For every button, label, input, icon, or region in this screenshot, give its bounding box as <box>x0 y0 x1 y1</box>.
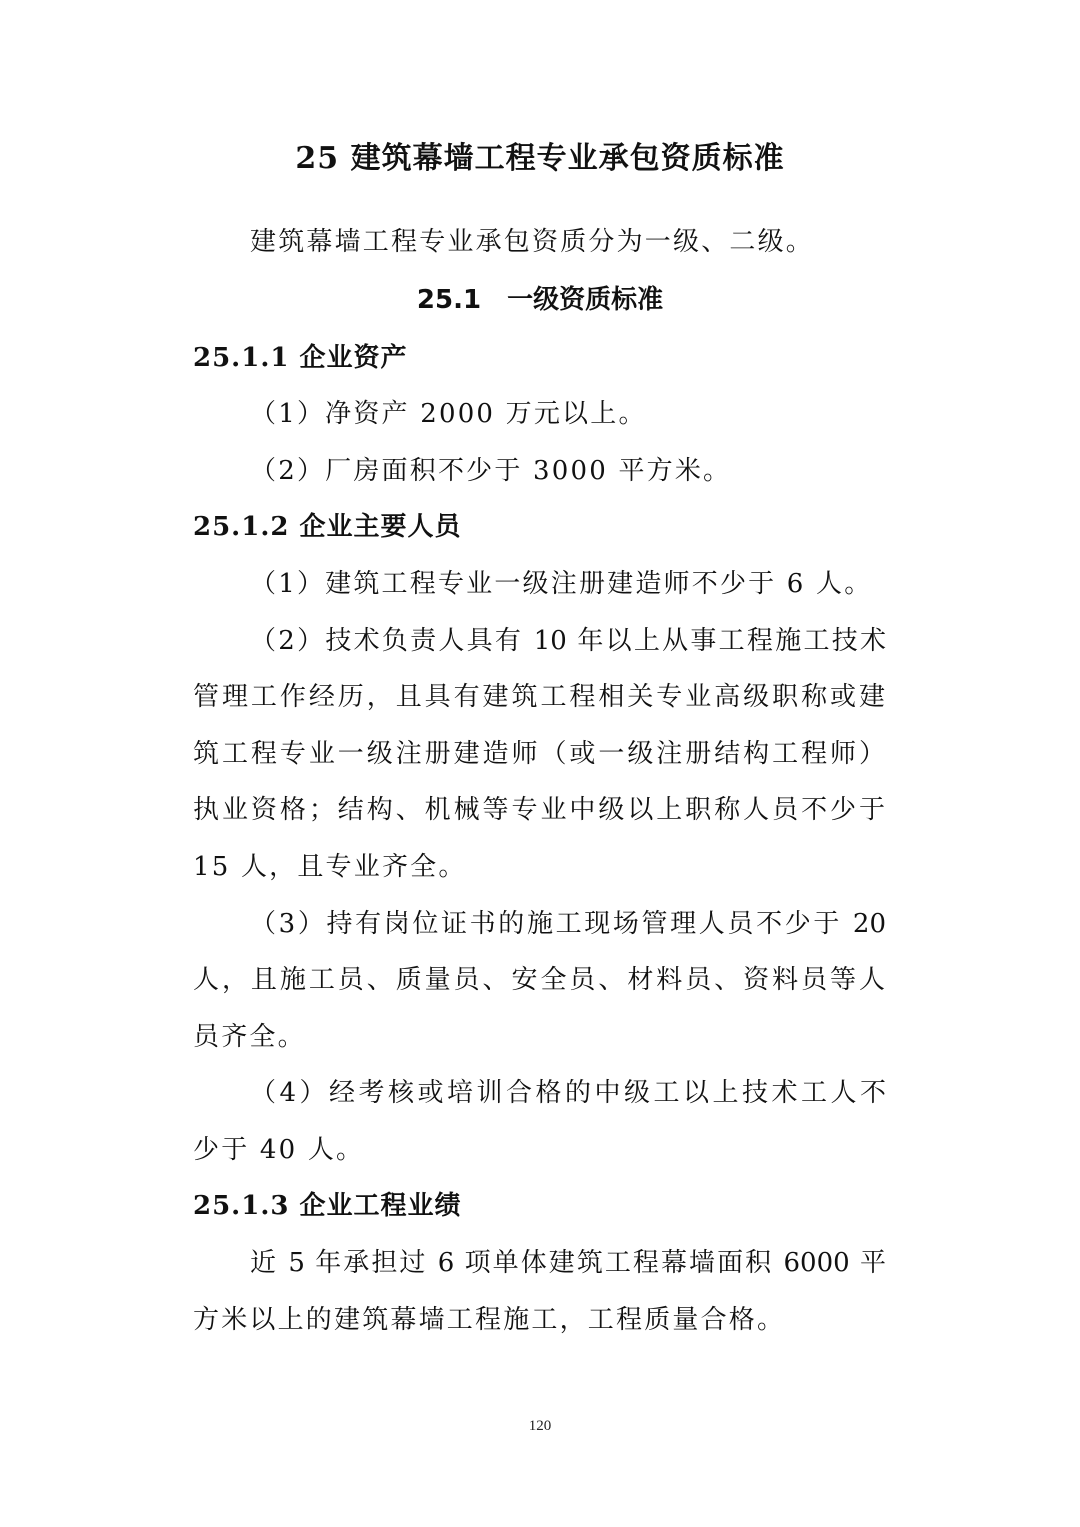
page-number: 120 <box>528 1418 552 1434</box>
personnel-item-2-line-3: 筑工程专业一级注册建造师（或一级注册结构工程师） <box>193 739 885 769</box>
personnel-item-4-line-1: （4）经考核或培训合格的中级工以上技术工人不 <box>250 1078 886 1108</box>
personnel-item-3-line-3: 员齐全。 <box>193 1022 306 1052</box>
personnel-item-4-line-2: 少于 40 人。 <box>193 1135 365 1165</box>
personnel-item-1: （1）建筑工程专业一级注册建造师不少于 6 人。 <box>250 569 873 599</box>
performance-line-2: 方米以上的建筑幕墙工程施工，工程质量合格。 <box>193 1305 786 1335</box>
performance-heading: 25.1.3 企业工程业绩 <box>193 1191 462 1221</box>
personnel-heading: 25.1.2 企业主要人员 <box>193 512 462 542</box>
section-title: 25.1 一级资质标准 <box>416 285 664 315</box>
document-title: 25 建筑幕墙工程专业承包资质标准 <box>295 141 785 176</box>
performance-line-1: 近 5 年承担过 6 项单体建筑工程幕墙面积 6000 平 <box>250 1248 886 1278</box>
personnel-item-2-line-5: 15 人，且专业齐全。 <box>193 852 467 882</box>
personnel-item-3-line-2: 人，且施工员、质量员、安全员、材料员、资料员等人 <box>193 965 885 995</box>
assets-item-1: （1）净资产 2000 万元以上。 <box>250 399 647 429</box>
intro-paragraph: 建筑幕墙工程专业承包资质分为一级、二级。 <box>250 227 815 257</box>
assets-heading: 25.1.1 企业资产 <box>193 343 408 373</box>
personnel-item-2-line-2: 管理工作经历，且具有建筑工程相关专业高级职称或建 <box>193 682 885 712</box>
personnel-item-2-line-4: 执业资格；结构、机械等专业中级以上职称人员不少于 <box>193 795 885 825</box>
personnel-item-2-line-1: （2）技术负责人具有 10 年以上从事工程施工技术 <box>250 626 886 656</box>
assets-item-2: （2）厂房面积不少于 3000 平方米。 <box>250 456 732 486</box>
personnel-item-3-line-1: （3）持有岗位证书的施工现场管理人员不少于 20 <box>250 909 886 939</box>
